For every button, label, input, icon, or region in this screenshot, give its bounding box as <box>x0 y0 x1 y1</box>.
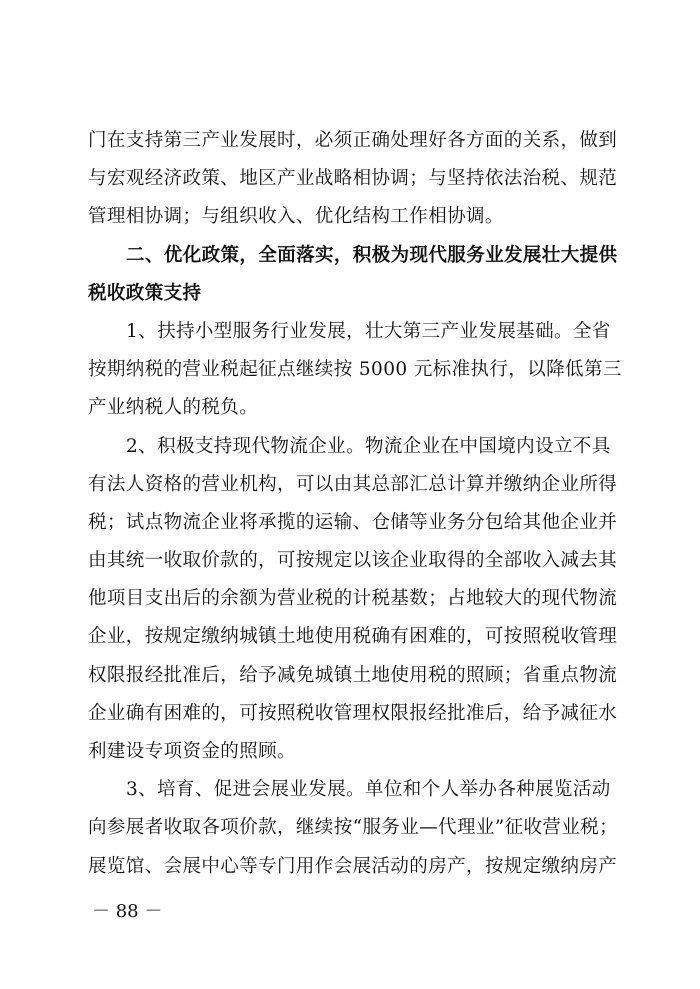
text-line: 企业，按规定缴纳城镇土地使用税确有困难的，可按照税收管理 <box>88 626 618 648</box>
text-line: 按期纳税的营业税起征点继续按 5000 元标准执行，以降低第三 <box>88 359 622 381</box>
text-line: 3、培育、促进会展业发展。单位和个人举办各种展览活动 <box>126 779 611 801</box>
text-line: 向参展者收取各项价款，继续按“服务业—代理业”征收营业税； <box>88 817 619 839</box>
text-line: 2、积极支持现代物流企业。物流企业在中国境内设立不具 <box>126 435 611 457</box>
text-line: 展览馆、会展中心等专门用作会展活动的房产，按规定缴纳房产 <box>88 855 618 877</box>
text-line: 产业纳税人的税负。 <box>88 397 259 419</box>
body-text <box>88 122 628 886</box>
text-line: 利建设专项资金的照顾。 <box>88 741 296 762</box>
text-line: 管理相协调；与组织收入、优化结构工作相协调。 <box>88 206 504 228</box>
section-heading-line: 税收政策支持 <box>88 282 202 304</box>
section-heading-line: 二、优化政策，全面落实，积极为现代服务业发展壮大提供 <box>126 244 618 266</box>
page-number: － 88 － <box>92 901 163 922</box>
text-line: 权限报经批准后，给予减免城镇土地使用税的照顾；省重点物流 <box>88 664 618 686</box>
text-line: 1、扶持小型服务行业发展，壮大第三产业发展基础。全省 <box>126 320 611 342</box>
text-line: 税；试点物流企业将承揽的运输、仓储等业务分包给其他企业并 <box>88 511 618 533</box>
text-line: 他项目支出后的余额为营业税的计税基数；占地较大的现代物流 <box>88 588 618 610</box>
text-line: 门在支持第三产业发展时，必须正确处理好各方面的关系，做到 <box>88 130 618 151</box>
text-line: 由其统一收取价款的，可按规定以该企业取得的全部收入减去其 <box>88 550 618 572</box>
text-line: 企业确有困难的，可按照税收管理权限报经批准后，给予减征水 <box>88 702 618 724</box>
text-line: 有法人资格的营业机构，可以由其总部汇总计算并缴纳企业所得 <box>88 473 618 495</box>
text-line: 与宏观经济政策、地区产业战略相协调；与坚持依法治税、规范 <box>88 168 618 190</box>
